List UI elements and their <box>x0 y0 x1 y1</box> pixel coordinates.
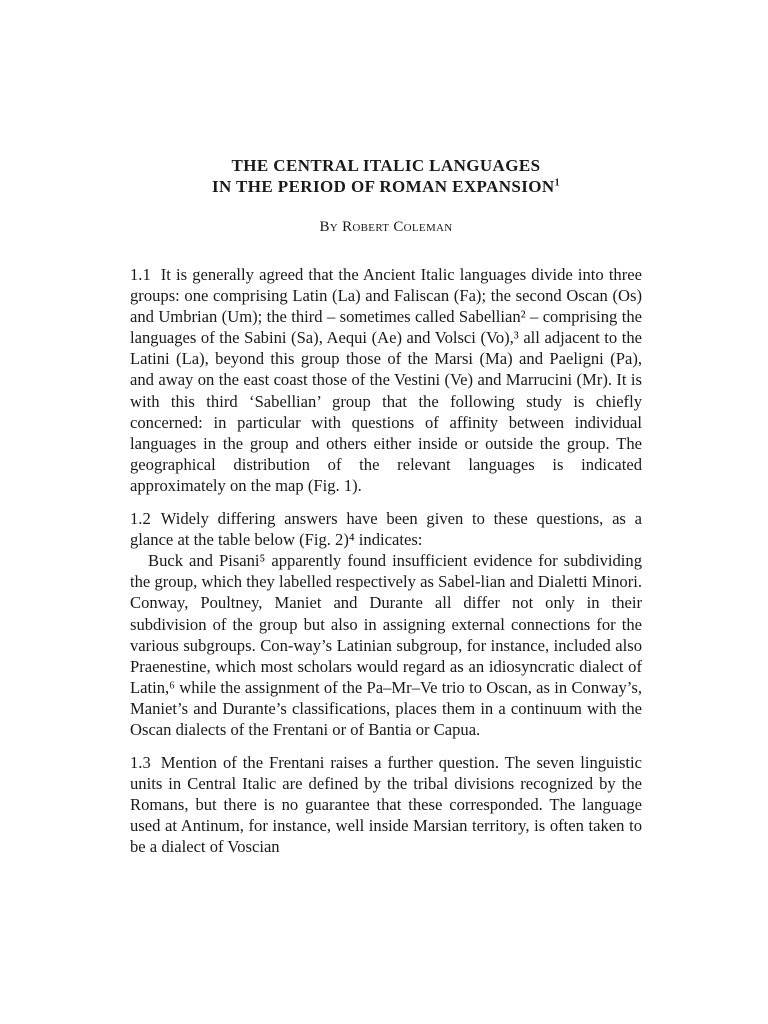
paragraph-text: Buck and Pisani⁵ apparently found insufficient evidence for subdividing the group, which they labelled respectively as Sabel-lian and Dialetti Minori. Conway, Poultney, Maniet and Durante all differ not only in their subdivision of the group but also in assigning external connections for the various subgroups. Con-way’s Latinian subgroup, for instance, included also Praenestine, which most scholars would regard as an idiosyncratic dialect of Latin,⁶ while the assignment of the Pa–Mr–Ve trio to Oscan, as in Conway’s, Maniet’s and Durante’s classifications, places them in a continuum with the Oscan dialects of the Frentani or of Bantia or Capua. <box>130 551 642 739</box>
section-number: 1.2 <box>130 509 151 529</box>
article-title <box>130 155 642 197</box>
article-author <box>130 219 642 236</box>
section-number: 1.3 <box>130 753 151 773</box>
paragraph-text: Mention of the Frentani raises a further question. The seven linguistic units in Central Italic are defined by the tribal divisions recognized by the Romans, but there is no guarantee that these corresponded. The language used at Antinum, for instance, well inside Marsian territory, is often taken to be a dialect of Voscian <box>130 753 642 857</box>
section-1-3 <box>130 752 642 857</box>
author-prefix: By <box>319 219 339 235</box>
title-footnote-marker: 1 <box>554 177 560 189</box>
section-paragraph <box>130 752 642 857</box>
title-line-1: THE CENTRAL ITALIC LANGUAGES <box>231 156 541 175</box>
section-number: 1.1 <box>130 265 151 284</box>
section-paragraph <box>130 264 642 496</box>
section-1-1 <box>130 264 642 496</box>
section-1-2 <box>130 508 642 740</box>
section-paragraph <box>130 550 642 740</box>
paragraph-text: Widely differing answers have been given to these questions, as a glance at the table below (Fig. 2)⁴ indicates: <box>130 509 642 550</box>
paragraph-text: It is generally agreed that the Ancient Italic languages divide into three groups: one comprising Latin (La) and Faliscan (Fa); the second Oscan (Os) and Umbrian (Um); the third – sometimes called Sabellian² – comprising the languages of the Sabini (Sa), Aequi (Ae) and Volsci (Vo),³ all adjacent to the Latini (La), beyond this group those of the Marsi (Ma) and Paeligni (Pa), and away on the east coast those of the Vestini (Ve) and Marrucini (Mr). It is with this third ‘Sabellian’ group that the following study is chiefly concerned: in particular with questions of affinity between individual languages in the group and others either inside or outside the group. The geographical distribution of the relevant languages is indicated approximately on the map (Fig. 1). <box>130 265 642 495</box>
author-name: Robert Coleman <box>342 219 453 235</box>
article-page <box>130 155 642 870</box>
title-line-2: IN THE PERIOD OF ROMAN EXPANSION <box>212 177 555 196</box>
section-paragraph <box>130 508 642 550</box>
